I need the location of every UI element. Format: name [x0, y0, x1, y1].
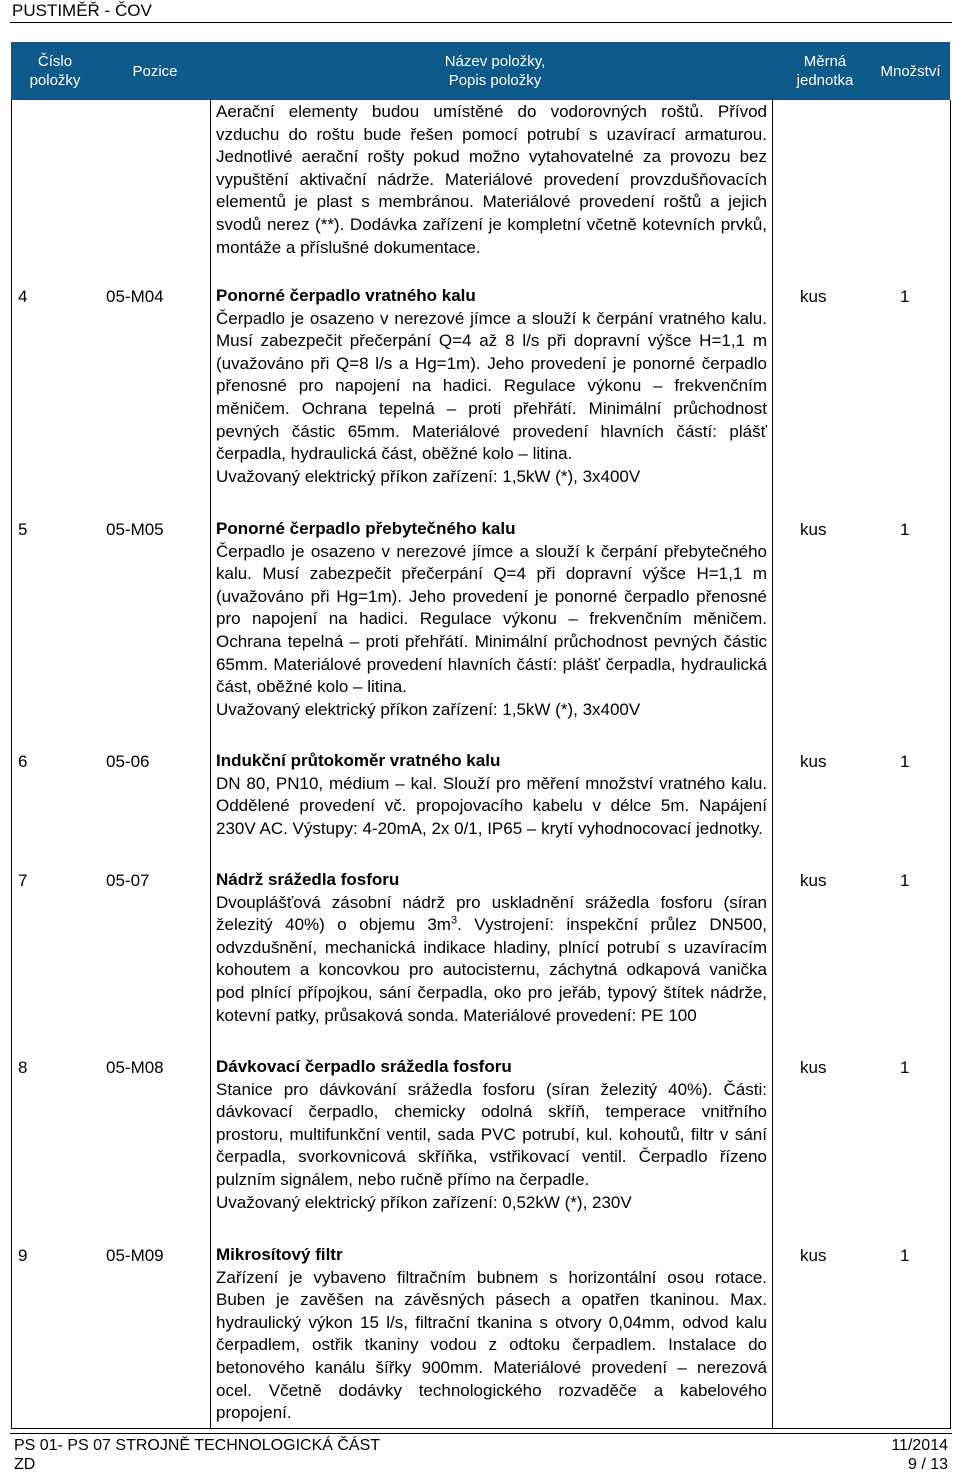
item-title: Mikrosítový filtr — [216, 1245, 343, 1264]
item-position: 05-07 — [106, 871, 150, 890]
item-description — [216, 1244, 767, 1425]
item-unit: kus — [800, 1058, 827, 1077]
item-unit: kus — [800, 752, 827, 771]
item-position: 05-M08 — [106, 1058, 164, 1077]
item-text: DN 80, PN10, médium – kal. Slouží pro měření množství vratného kalu. Oddělené provedení vč. propojovacího kabelu v délce 5m. Napájení 230V AC. Výstupy: 4-20mA, 2x 0/1, IP65 – krytí vyhodnocovací jednotky. — [216, 773, 767, 838]
footer-document-name: PS 01- PS 07 STROJNĚ TECHNOLOGICKÁ ČÁST — [14, 1437, 381, 1454]
item-text: Čerpadlo je osazeno v nerezové jímce a slouží k čerpání vratného kalu. Musí zabezpečit přečerpání Q=4 až 8 l/s při dopravní výšce H=1,1 m (uvažováno při Q=8 l/s a Hg=1m). Jeho provedení je ponorné čerpadlo přenosné pro napojení na hadici. Regulace výkonu – frekvenčním měničem. Ochrana tepelná – proti přehřátí. Minimální průchodnost pevných částic 65mm. Materiálové provedení hlavních částí: plášť čerpadla, hydraulická část, oběžné kolo – litina. — [216, 308, 767, 464]
item-quantity: 1 — [900, 871, 910, 890]
item-text: Čerpadlo je osazeno v nerezové jímce a slouží k čerpání přebytečného kalu. Musí zabezpečit přečerpání Q=4 při dopravní výšce H=1,1 m (uvažováno při Hg=1m). Jeho provedení je ponorné čerpadlo přenosné pro napojení na hadici. Regulace výkonu – frekvenčním měničem. Ochrana tepelná – proti přehřátí. Minimální průchodnost pevných částic 65mm. Materiálové provedení hlavních částí: plášť čerpadla, hydraulická část, oběžné kolo – litina. — [216, 541, 767, 697]
table-right-border — [771, 100, 951, 1429]
item-unit: kus — [800, 520, 827, 539]
column-header-name: Název položky, Popis položky — [444, 53, 546, 89]
footer-date: 11/2014 — [891, 1437, 948, 1454]
item-number: 6 — [18, 752, 28, 771]
item-number: 8 — [18, 1058, 28, 1077]
column-header-quantity: Množství — [880, 62, 941, 80]
item-power: Uvažovaný elektrický příkon zařízení: 1,5kW (*), 3x400V — [216, 699, 641, 719]
item-number: 9 — [18, 1246, 28, 1265]
item-unit: kus — [800, 1246, 827, 1265]
item-description — [216, 1056, 767, 1214]
item-title: Dávkovací čerpadlo srážedla fosforu — [216, 1057, 512, 1076]
item-text: Stanice pro dávkování srážedla fosforu (síran železitý 40%). Části: dávkovací čerpadlo, chemicky odolná skříň, temperace vnitřního prostoru, multifunkční ventil, sada PVC potrubí, kul. kohoutů, filtr v sání čerpadla, svorkovnicová skříňka, vstřikovací ventil. Čerpadlo řízeno pulzním signálem, nebo ručně přímo na čerpadle. — [216, 1079, 767, 1189]
item-title: Ponorné čerpadlo přebytečného kalu — [216, 519, 516, 538]
item-number: 7 — [18, 871, 28, 890]
item-text: Dvouplášťová zásobní nádrž pro uskladnění srážedla fosforu (síran železitý 40%) o objemu $3m^3$. Vystrojení: inspekční průlez DN500, odvzdušnění, mechanická indikace hladiny, plnící potrubí s uzavíracím kohoutem a koncovkou pro autocisternu, záchytná odkapová vanička pod plnící přípojkou, sání čerpadla, oko pro jeřáb, typový štítek nádrže, kotevní patky, průsaková sonda. Materiálové provedení: PE 100 — [216, 892, 767, 1025]
item-quantity: 1 — [900, 752, 910, 771]
column-header-position: Pozice — [132, 62, 178, 80]
item-title: Nádrž srážedla fosforu — [216, 870, 400, 889]
item-power: Uvažovaný elektrický příkon zařízení: 0,52kW (*), 230V — [216, 1192, 632, 1212]
item-quantity: 1 — [900, 520, 910, 539]
intro-description: Aerační elementy budou umístěné do vodorovných roštů. Přívod vzduchu do roštu bude řešen pomocí potrubí s uzavírací armaturou. Jednotlivé aerační rošty pokud možno vytahovatelné za provozu bez vypuštění aktivační nádrže. Materiálové provedení provzdušňovacích elementů je plast s membránou. Materiálové provedení roštů a jejich svodů nerez (**). Dodávka zařízení je kompletní včetně kotevních prvků, montáže a příslušné dokumentace. — [216, 102, 767, 257]
item-position: 05-M09 — [106, 1246, 164, 1265]
item-description — [216, 750, 767, 840]
item-unit: kus — [800, 287, 827, 306]
item-number: 4 — [18, 287, 28, 306]
column-header-unit: Měrná jednotka — [796, 53, 854, 89]
item-title: Ponorné čerpadlo vratného kalu — [216, 286, 476, 305]
item-quantity: 1 — [900, 1246, 910, 1265]
item-text: Zařízení je vybaveno filtračním bubnem s horizontální osou rotace. Buben je zavěšen na závěsných pásech a opatřen tkaninou. Max. hydraulický výkon 15 l/s, filtrační tkanina s otvory 0,04mm, odvod kalu čerpadlem, ostřik tkaniny vodou z odtoku čerpadlem. Instalace do betonového kanálu šířky 900mm. Materiálové provedení – nerezová ocel. Včetně dodávky technologického rozvaděče a kabelového propojení. — [216, 1267, 767, 1423]
item-description — [216, 869, 767, 1027]
document-title: PUSTIMĚŘ - ČOV — [12, 1, 152, 20]
item-quantity: 1 — [900, 1058, 910, 1077]
item-description — [216, 285, 767, 488]
item-power: Uvažovaný elektrický příkon zařízení: 1,5kW (*), 3x400V — [216, 466, 641, 486]
footer-divider — [10, 1433, 952, 1434]
item-quantity: 1 — [900, 287, 910, 306]
item-description — [216, 518, 767, 721]
footer-stage: ZD — [14, 1456, 36, 1473]
item-title: Indukční průtokoměr vratného kalu — [216, 751, 501, 770]
column-header-number: Číslo položky — [29, 53, 81, 89]
item-position: 05-06 — [106, 752, 150, 771]
item-position: 05-M04 — [106, 287, 164, 306]
item-number: 5 — [18, 520, 28, 539]
item-position: 05-M05 — [106, 520, 164, 539]
page-header — [10, 0, 952, 23]
table-header — [11, 42, 950, 100]
footer-page-number: 9 / 13 — [907, 1456, 948, 1473]
item-unit: kus — [800, 871, 827, 890]
